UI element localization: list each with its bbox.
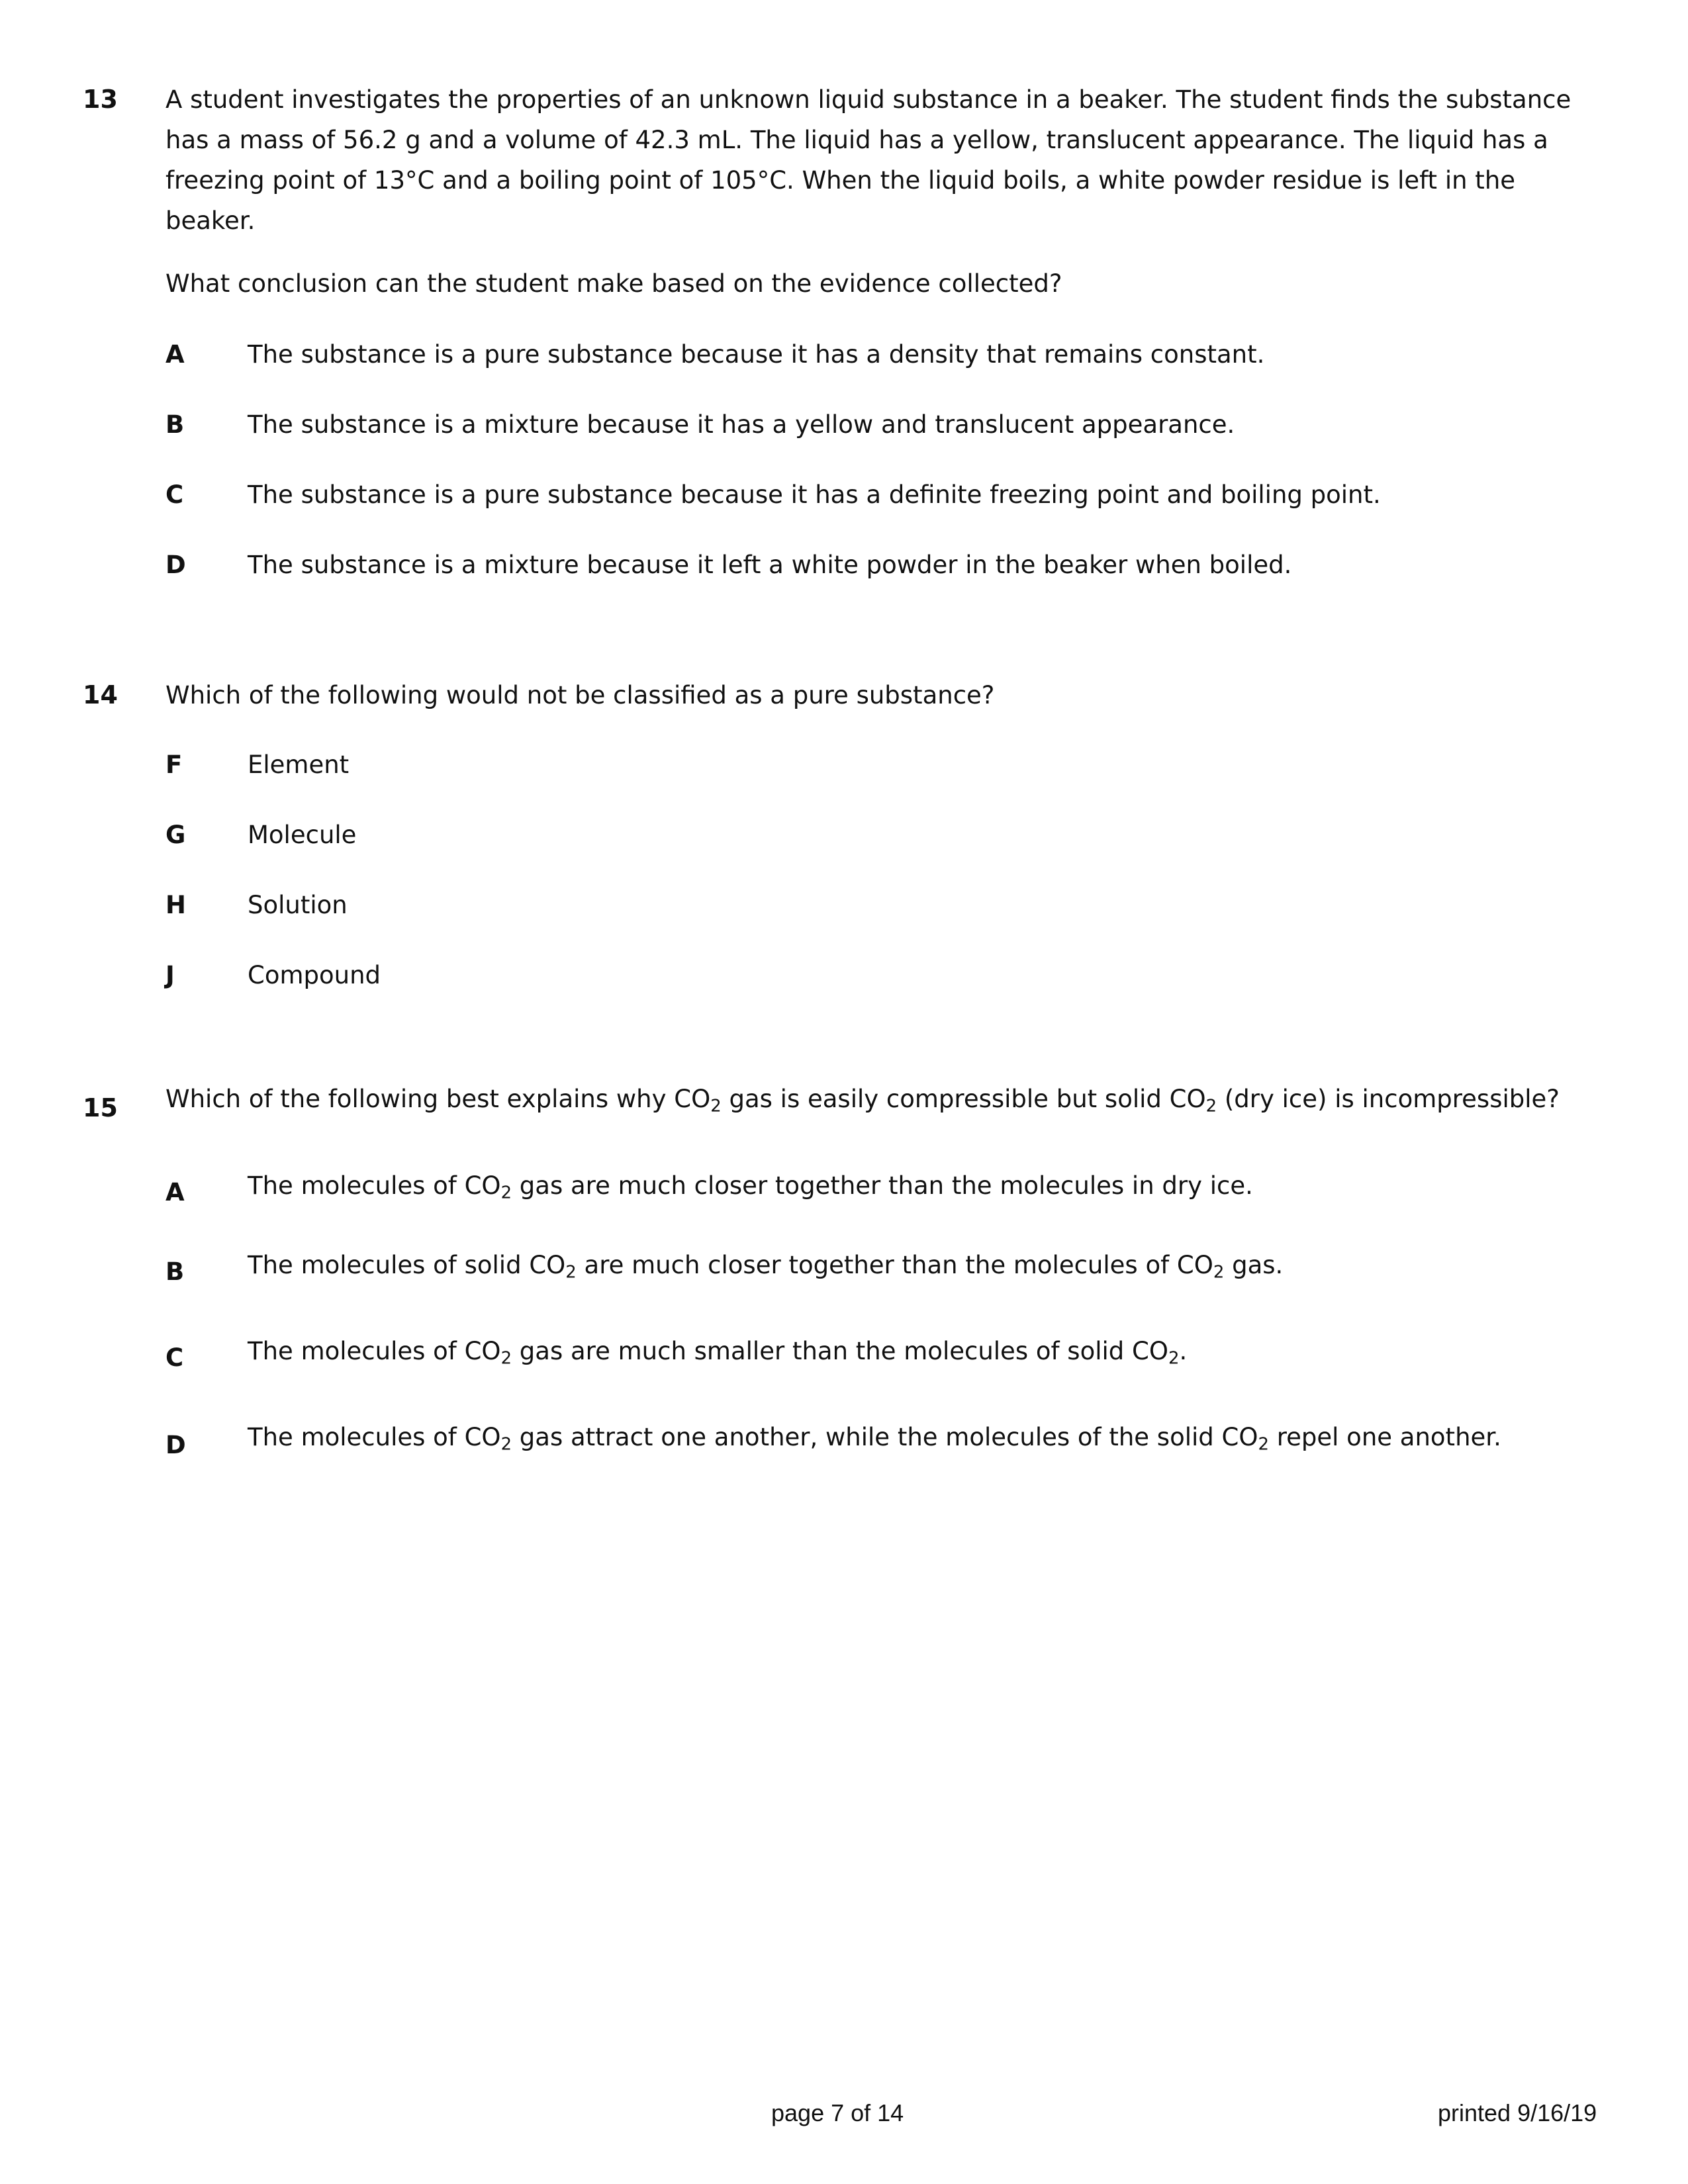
question-15-option-b-text[interactable]: The molecules of solid $CO_2$ are much closer together than the molecules of $CO_2$ gas. <box>248 1251 1284 1283</box>
question-13-option-b-letter[interactable]: B <box>165 410 185 439</box>
question-15-option-a-text[interactable]: The molecules of $CO_2$ gas are much closer together than the molecules in dry ice. <box>248 1171 1253 1203</box>
question-15-stem: Which of the following best explains why $CO_2$ gas is easily compressible but solid $CO_2$ (dry ice) is incompressible? <box>165 1085 1560 1116</box>
question-13-prompt: What conclusion can the student make based on the evidence collected? <box>165 269 1062 298</box>
question-14-option-h-text[interactable]: Solution <box>248 891 348 919</box>
printed-date: printed 9/16/19 <box>1438 2099 1597 2126</box>
question-14-number: 14 <box>83 680 118 709</box>
question-13-number: 13 <box>83 85 118 114</box>
question-14-option-g-letter[interactable]: G <box>165 821 186 849</box>
question-13-option-d-text[interactable]: The substance is a mixture because it left a white powder in the beaker when boiled. <box>248 551 1292 579</box>
question-13-option-a-text[interactable]: The substance is a pure substance because it has a density that remains constant. <box>248 340 1265 369</box>
question-13-option-c-letter[interactable]: C <box>165 480 184 509</box>
question-14-option-g-text[interactable]: Molecule <box>248 821 357 849</box>
question-15-option-c-text[interactable]: The molecules of $CO_2$ gas are much smaller than the molecules of solid $CO_2$. <box>248 1337 1188 1369</box>
question-14-option-f-text[interactable]: Element <box>248 751 350 779</box>
question-14-option-h-letter[interactable]: H <box>165 891 186 919</box>
question-15-option-b-letter[interactable]: B <box>165 1257 185 1286</box>
question-13-option-c-text[interactable]: The substance is a pure substance because it has a definite freezing point and boiling point. <box>248 480 1381 509</box>
question-14-option-j-text[interactable]: Compound <box>248 961 381 989</box>
question-14-option-f-letter[interactable]: F <box>165 751 183 779</box>
question-15-number: 15 <box>83 1093 118 1122</box>
question-15-option-a-letter[interactable]: A <box>165 1178 185 1206</box>
page-number: page 7 of 14 <box>771 2099 904 2126</box>
question-14-stem: Which of the following would not be classified as a pure substance? <box>165 681 995 709</box>
question-15-option-d-letter[interactable]: D <box>165 1431 186 1459</box>
question-14-option-j-letter[interactable]: J <box>165 961 175 989</box>
question-15-option-d-text[interactable]: The molecules of $CO_2$ gas attract one another, while the molecules of the solid $CO_2$ repel one another. <box>248 1423 1501 1455</box>
question-13-stem: A student investigates the properties of an unknown liquid substance in a beaker. The student finds the substance has a mass of 56.2 g and a volume of 42.3 mL. The liquid has a yellow, translucent appearance. The liquid has a freezing point of 13°C and a boiling point of 105°C. When the liquid boils, a white powder residue is left in the beaker. <box>165 85 1571 235</box>
question-15-option-c-letter[interactable]: C <box>165 1343 184 1372</box>
question-13-option-a-letter[interactable]: A <box>165 340 185 369</box>
question-13-option-b-text[interactable]: The substance is a mixture because it has a yellow and translucent appearance. <box>248 410 1235 439</box>
question-13-option-d-letter[interactable]: D <box>165 551 186 579</box>
